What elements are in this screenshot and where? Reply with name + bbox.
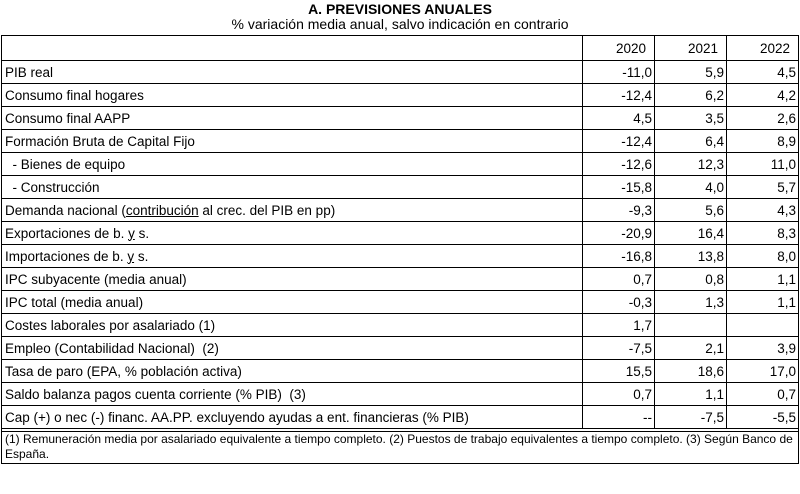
table-row [2, 360, 799, 383]
row-label-underlined: y [128, 225, 135, 241]
value-cell-2020: -12,4 [583, 84, 655, 107]
value-cell-2022: 4,5 [727, 61, 799, 84]
table-row [2, 245, 799, 268]
table-row [2, 314, 799, 337]
value-cell-2022: 11,0 [727, 153, 799, 176]
value-cell-2021: 1,3 [655, 291, 727, 314]
value-cell-2022: 4,3 [727, 199, 799, 222]
value-cell-2022: 2,6 [727, 107, 799, 130]
forecast-table [1, 35, 799, 464]
row-label: IPC total (media anual) [2, 291, 583, 314]
value-cell-2020: -12,6 [583, 153, 655, 176]
value-cell-2020: -9,3 [583, 199, 655, 222]
table-row [2, 176, 799, 199]
header-empty-cell [2, 36, 583, 61]
row-label: Saldo balanza pagos cuenta corriente (% PIB) (3) [2, 383, 583, 406]
page-subtitle: % variación media anual, salvo indicación en contrario [231, 16, 569, 32]
value-cell-2020: -12,4 [583, 130, 655, 153]
row-label: Formación Bruta de Capital Fijo [2, 130, 583, 153]
page-title: A. PREVISIONES ANUALES [308, 1, 492, 17]
row-label: Costes laborales por asalariado (1) [2, 314, 583, 337]
value-cell-2022: 1,1 [727, 291, 799, 314]
header-year-2022: 2022 [727, 36, 799, 61]
value-cell-2020: 0,7 [583, 268, 655, 291]
value-cell-2022: 5,7 [727, 176, 799, 199]
table-row [2, 337, 799, 360]
value-cell-2022: 3,9 [727, 337, 799, 360]
table-row [2, 61, 799, 84]
value-cell-2022: 0,7 [727, 383, 799, 406]
table-row [2, 130, 799, 153]
row-label [2, 199, 583, 222]
value-cell-2021: 5,6 [655, 199, 727, 222]
value-cell-2021: -7,5 [655, 406, 727, 429]
value-cell-2021: 6,4 [655, 130, 727, 153]
row-label: Empleo (Contabilidad Nacional) (2) [2, 337, 583, 360]
header-year-2021: 2021 [655, 36, 727, 61]
table-row [2, 153, 799, 176]
value-cell-2020: 4,5 [583, 107, 655, 130]
table-row [2, 107, 799, 130]
value-cell-2022: 4,2 [727, 84, 799, 107]
table-row [2, 383, 799, 406]
value-cell-2021: 3,5 [655, 107, 727, 130]
row-label: - Bienes de equipo [2, 153, 583, 176]
value-cell-2021: 18,6 [655, 360, 727, 383]
value-cell-2020: -16,8 [583, 245, 655, 268]
table-row [2, 84, 799, 107]
value-cell-2020: 15,5 [583, 360, 655, 383]
table-row [2, 222, 799, 245]
table-row [2, 268, 799, 291]
value-cell-2021: 5,9 [655, 61, 727, 84]
row-label-part: Exportaciones de b. [5, 225, 129, 241]
value-cell-2021: 6,2 [655, 84, 727, 107]
value-cell-2021: 12,3 [655, 153, 727, 176]
table-row [2, 406, 799, 429]
value-cell-2022: 8,9 [727, 130, 799, 153]
footnotes: (1) Remuneración media por asalariado equivalente a tiempo completo. (2) Puestos de trabajo equivalentes a tiempo completo. (3) Según Banco de España. [2, 432, 799, 464]
value-cell-2020: -- [583, 406, 655, 429]
value-cell-2021: 16,4 [655, 222, 727, 245]
row-label-part: Demanda nacional ( [5, 202, 126, 218]
value-cell-2021 [655, 314, 727, 337]
row-label-part: s. [134, 248, 149, 264]
value-cell-2022: -5,5 [727, 406, 799, 429]
value-cell-2021: 13,8 [655, 245, 727, 268]
row-label-part: Importaciones de b. [5, 248, 128, 264]
row-label [2, 222, 583, 245]
notes-row [2, 432, 799, 464]
table-row [2, 199, 799, 222]
value-cell-2020: -0,3 [583, 291, 655, 314]
row-label-underlined: contribución [125, 202, 199, 218]
value-cell-2022 [727, 314, 799, 337]
value-cell-2020: -11,0 [583, 61, 655, 84]
row-label: Tasa de paro (EPA, % población activa) [2, 360, 583, 383]
row-label-part: s. [134, 225, 150, 241]
value-cell-2022: 1,1 [727, 268, 799, 291]
row-label-underlined: y [127, 248, 135, 264]
value-cell-2020: -7,5 [583, 337, 655, 360]
row-label [2, 245, 583, 268]
value-cell-2021: 1,1 [655, 383, 727, 406]
value-cell-2020: -20,9 [583, 222, 655, 245]
row-label: PIB real [2, 61, 583, 84]
value-cell-2021: 0,8 [655, 268, 727, 291]
value-cell-2020: 0,7 [583, 383, 655, 406]
row-label: Consumo final AAPP [2, 107, 583, 130]
value-cell-2022: 8,3 [727, 222, 799, 245]
value-cell-2022: 8,0 [727, 245, 799, 268]
value-cell-2020: 1,7 [583, 314, 655, 337]
row-label: Cap (+) o nec (-) financ. AA.PP. excluyendo ayudas a ent. financieras (% PIB) [2, 406, 583, 429]
row-label: - Construcción [2, 176, 583, 199]
value-cell-2021: 4,0 [655, 176, 727, 199]
header-year-2020: 2020 [583, 36, 655, 61]
row-label: IPC subyacente (media anual) [2, 268, 583, 291]
value-cell-2022: 17,0 [727, 360, 799, 383]
row-label: Consumo final hogares [2, 84, 583, 107]
value-cell-2020: -15,8 [583, 176, 655, 199]
row-label-part: al crec. del PIB en pp) [198, 202, 336, 218]
value-cell-2021: 2,1 [655, 337, 727, 360]
table-header-row [2, 36, 799, 61]
table-row [2, 291, 799, 314]
